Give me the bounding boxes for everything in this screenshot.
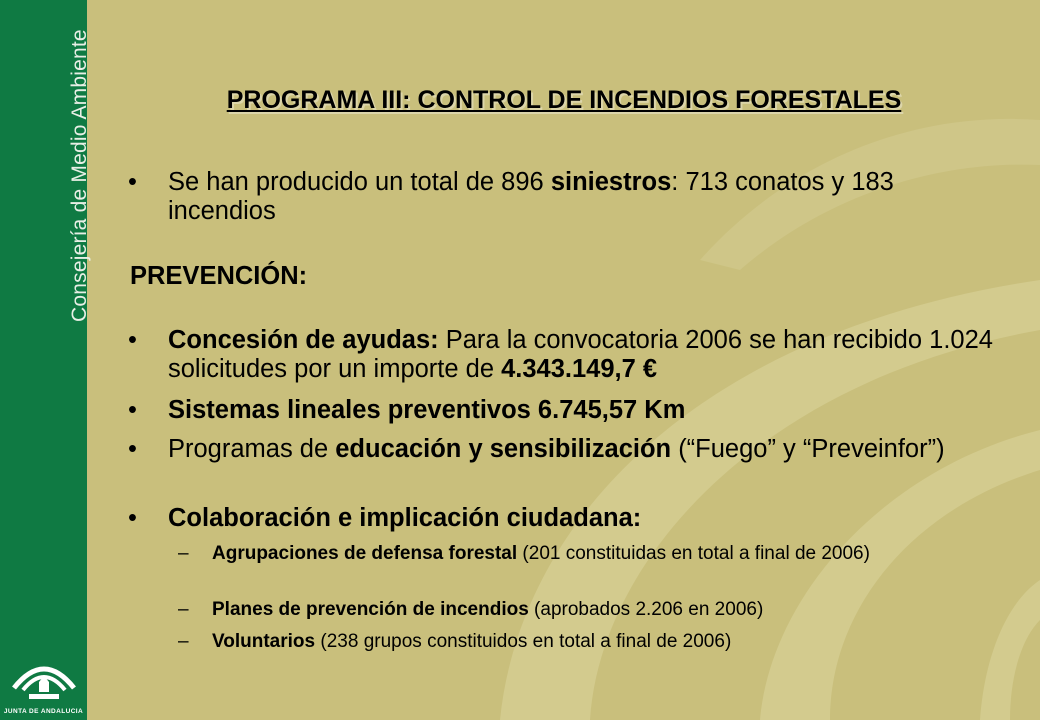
bullet-glyph: • <box>128 504 137 532</box>
dash-glyph: – <box>178 599 189 620</box>
bullet-text: : 713 conatos y 183 incendios <box>168 168 894 225</box>
bullet-bold: Colaboración e implicación ciudadana: <box>168 504 642 532</box>
logo-arches-icon <box>9 648 79 706</box>
bullet-glyph: • <box>128 435 137 463</box>
bullet-glyph: • <box>128 396 137 424</box>
logo-text: JUNTA DE ANDALUCIA <box>3 708 84 715</box>
sub-item-voluntarios <box>178 631 978 652</box>
sub-item-agrupaciones <box>178 543 978 564</box>
bullet-bold: educación y sensibilización <box>335 435 672 463</box>
bullet-siniestros <box>128 168 1008 226</box>
junta-andalucia-logo <box>0 648 87 720</box>
bullet-text: Se han producido un total de 896 <box>168 168 551 196</box>
sidebar-band <box>0 0 91 720</box>
slide-title: PROGRAMA III: CONTROL DE INCENDIOS FORESTALES <box>226 86 902 114</box>
slide-content <box>88 0 1040 720</box>
sub-item-planes <box>178 599 978 620</box>
sidebar-vertical-label: Consejería de Medio Ambiente <box>68 29 91 322</box>
sub-text: (201 constituidas en total a final de 2006) <box>517 543 870 564</box>
bullet-glyph: • <box>128 168 137 196</box>
bullet-text: Para la convocatoria 2006 se han recibido 1.024 solicitudes por un importe de <box>168 326 993 383</box>
bullet-programas <box>128 435 1008 464</box>
sub-text: (aprobados 2.206 en 2006) <box>528 599 764 620</box>
sub-bold: Voluntarios <box>212 631 316 652</box>
bullet-text: Programas de <box>168 435 336 463</box>
bullet-colaboracion <box>128 504 1008 533</box>
bullet-bold: siniestros <box>550 168 672 196</box>
section-heading-prevencion: PREVENCIÓN: <box>130 262 308 290</box>
dash-glyph: – <box>178 631 189 652</box>
sub-bold: Planes de prevención de incendios <box>212 599 529 620</box>
bullet-glyph: • <box>128 326 137 354</box>
bullet-bold: Sistemas lineales preventivos 6.745,57 Km <box>168 396 686 424</box>
bullet-sistemas-lineales <box>128 396 1008 425</box>
bullet-bold: Concesión de ayudas: <box>168 326 439 354</box>
sub-bold: Agrupaciones de defensa forestal <box>212 543 518 564</box>
dash-glyph: – <box>178 543 189 564</box>
bullet-bold-amount: 4.343.149,7 € <box>501 355 658 383</box>
sub-text: (238 grupos constituidos en total a final de 2006) <box>315 631 732 652</box>
bullet-text: (“Fuego” y “Preveinfor”) <box>671 435 945 463</box>
bullet-ayudas <box>128 326 1008 384</box>
